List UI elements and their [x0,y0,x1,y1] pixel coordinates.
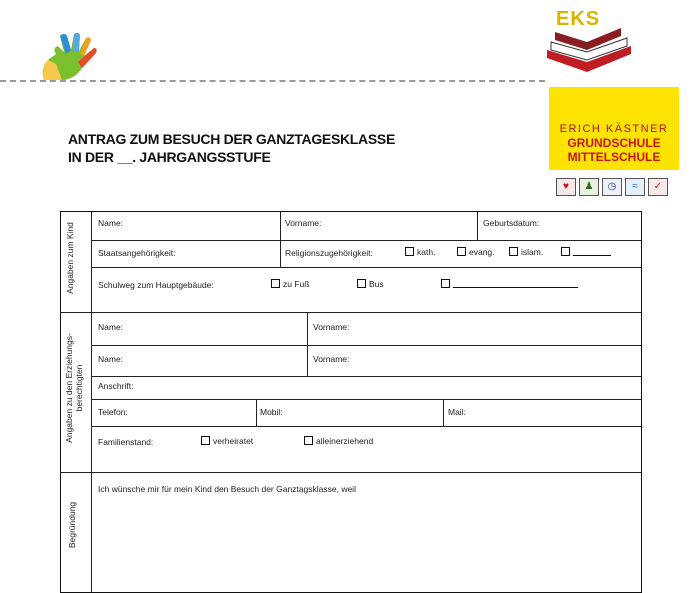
divider [477,212,478,240]
landscape-icon: ≈ [625,178,645,196]
divider [280,240,281,267]
checkbox-other-route[interactable] [441,279,578,289]
divider [280,212,281,240]
checkbox-bus[interactable] [357,279,384,289]
parent2-vorname-field[interactable]: Vorname: [313,354,350,364]
checkbox-zu-fuss[interactable] [271,279,309,289]
school-logo-badge [549,87,679,170]
checklist-icon: ✓ [648,178,668,196]
section-line [61,312,641,313]
divider [307,312,308,376]
header-divider [0,80,545,82]
child-vorname-field[interactable]: Vorname: [285,218,322,228]
mail-field[interactable]: Mail: [448,407,466,417]
alleinerziehend-label: alleinerziehend [316,436,374,446]
checkbox-other-religion[interactable] [561,247,611,257]
section-reason-label: Begründung [67,501,77,549]
row-line [91,376,641,377]
clock-icon: ◷ [602,178,622,196]
islam-label: islam. [521,247,544,257]
checkbox-alleinerziehend[interactable] [304,436,373,446]
page-title [68,130,395,166]
heart-icon: ♥ [556,178,576,196]
checkbox-evang[interactable] [457,247,495,257]
title-line-1: ANTRAG ZUM BESUCH DER GANZTAGESKLASSE [68,131,395,147]
people-icon: ♟ [579,178,599,196]
hand-logo-icon [36,30,102,84]
row-line [91,345,641,346]
divider [256,399,257,426]
marital-status-label: Familienstand: [98,437,154,447]
divider [443,399,444,426]
row-line [91,267,641,268]
checkbox-verheiratet[interactable] [201,436,253,446]
row-line [91,426,641,427]
child-religion-label: Religionszugehörigkeit: [285,248,373,258]
reason-prompt: Ich wünsche mir für mein Kind den Besuch der Ganztagsklasse, weil [98,484,356,494]
logo-school-line-2: MITTELSCHULE [567,150,661,164]
logo-teacher-name: ERICH KÄSTNER [559,123,669,135]
address-field[interactable]: Anschrift: [98,381,134,391]
section-line [61,472,641,473]
child-nationality-field[interactable]: Staatsangehörigkeit: [98,248,176,258]
verheiratet-label: verheiratet [213,436,254,446]
parent2-name-field[interactable]: Name: [98,354,124,364]
evang-label: evang. [469,247,495,257]
logo-initials: EKS [556,8,601,30]
bus-label: Bus [369,279,384,289]
parent1-vorname-field[interactable]: Vorname: [313,322,350,332]
child-birthdate-field[interactable]: Geburtsdatum: [483,218,540,228]
reason-textarea[interactable] [93,498,637,586]
kath-label: kath. [417,247,436,257]
checkbox-islam[interactable] [509,247,543,257]
section-parents-label: Angaben zu den Erziehungs-berechtigten [64,333,84,443]
child-name-field[interactable]: Name: [98,218,124,228]
row-line [91,399,641,400]
parent1-name-field[interactable]: Name: [98,322,124,332]
label-column-divider [91,212,92,592]
school-route-label: Schulweg zum Hauptgebäude: [98,280,214,290]
checkbox-kath[interactable] [405,247,435,257]
logo-school-line-1: GRUNDSCHULE [567,136,661,150]
zu-fuss-label: zu Fuß [283,279,310,289]
title-line-2: IN DER __. JAHRGANGSSTUFE [68,149,271,165]
mobile-field[interactable]: Mobil: [260,407,283,417]
other-route-blank[interactable] [453,279,578,288]
other-religion-blank[interactable] [573,247,611,256]
row-line [91,240,641,241]
section-child-label: Angaben zum Kind [65,222,75,294]
logo-icon-strip [556,178,668,196]
phone-field[interactable]: Telefon: [98,407,128,417]
application-form [60,211,642,593]
